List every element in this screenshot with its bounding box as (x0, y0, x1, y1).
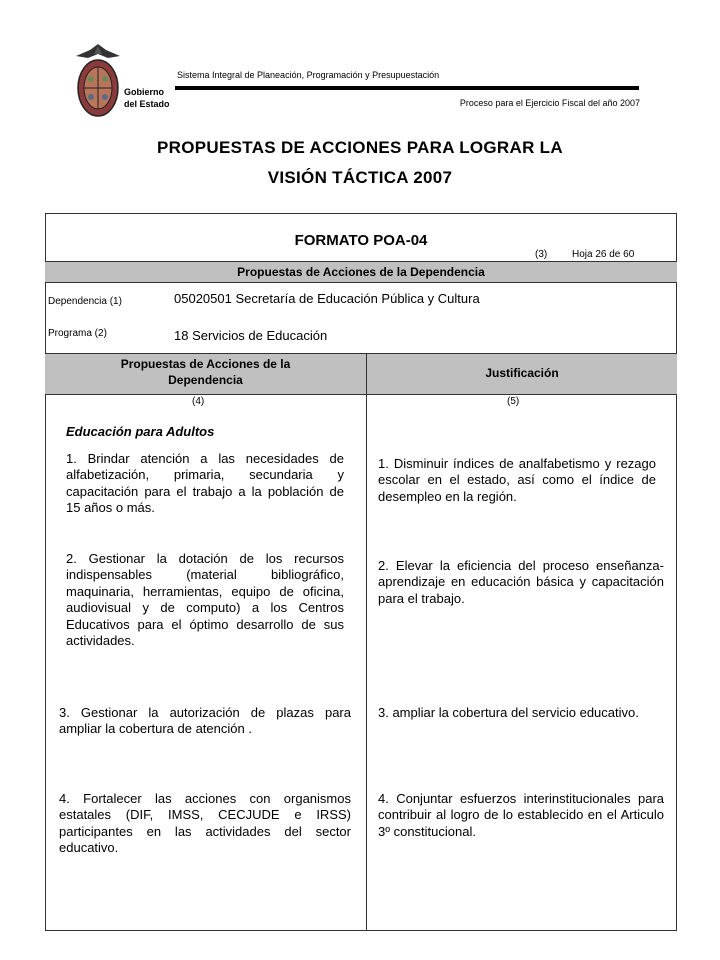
col-justification-header: Justificación (485, 366, 559, 380)
government-label: Gobierno del Estado (124, 87, 170, 109)
form-name: FORMATO POA-04 (294, 232, 428, 249)
action-item-1: 1. Brindar atención a las necesidades de alfabetización, primaria, secundaria y capacitación para el trabajo a la población de 15 años o más. (66, 451, 344, 516)
action-item-3: 3. Gestionar la autorización de plazas para ampliar la cobertura de atención . (59, 705, 351, 737)
page-title-line1: PROPUESTAS DE ACCIONES PARA LOGRAR LA (157, 138, 563, 157)
col-justification-ref: (5) (507, 396, 520, 407)
justification-item-2: 2. Elevar la eficiencia del proceso enseñanza-aprendizaje en educación básica y capacitación para el trabajo. (378, 558, 664, 606)
frame-left-border (45, 213, 46, 931)
justification-item-3: 3. ampliar la cobertura del servicio educativo. (378, 705, 639, 720)
col-actions-header: Propuestas de Acciones de la Dependencia (120, 357, 291, 387)
frame-top-border (45, 213, 677, 214)
section-header-bar (45, 261, 677, 283)
fiscal-process-label: Proceso para el Ejercicio Fiscal del año 2007 (459, 98, 640, 108)
action-item-2: 2. Gestionar la dotación de los recursos indispensables (material bibliográfico, maquinaria, herramientas, equipo de oficina, audiovisual y de computo) a los Centros Educativos para el óptimo desarrollo de sus actividades. (66, 551, 344, 649)
dependencia-label: Dependencia (1) (48, 296, 122, 307)
sheet-number: Hoja 26 de 60 (572, 249, 635, 260)
sheet-ref: (3) (535, 249, 548, 260)
frame-bottom-border (45, 930, 677, 931)
body-column-divider (366, 394, 367, 930)
programa-label: Programa (2) (48, 328, 107, 339)
header-divider (175, 86, 639, 90)
justification-item-4: 4. Conjuntar esfuerzos interinstitucionales para contribuir al logro de lo establecido en el Articulo 3º constitucional. (378, 791, 664, 839)
action-item-4: 4. Fortalecer las acciones con organismos estatales (DIF, IMSS, CECJUDE e IRSS) participantes en las actividades del sector educativo. (59, 791, 351, 856)
program-subtitle: Educación para Adultos (66, 424, 215, 439)
justification-item-1: 1. Disminuir índices de analfabetismo y rezago escolar en el estado, así como el índice de desempleo en la región. (378, 456, 656, 504)
frame-right-border (676, 213, 677, 931)
page-title-line2: VISIÓN TÁCTICA 2007 (267, 168, 453, 187)
col-actions-ref: (4) (192, 396, 205, 407)
system-name: Sistema Integral de Planeación, Programación y Presupuestación (177, 70, 440, 80)
state-coat-of-arms-icon (72, 42, 124, 120)
programa-value: 18 Servicios de Educación (174, 328, 328, 343)
dependencia-value: 05020501 Secretaría de Educación Pública y Cultura (174, 291, 480, 306)
section-title: Propuestas de Acciones de la Dependencia (237, 265, 485, 279)
